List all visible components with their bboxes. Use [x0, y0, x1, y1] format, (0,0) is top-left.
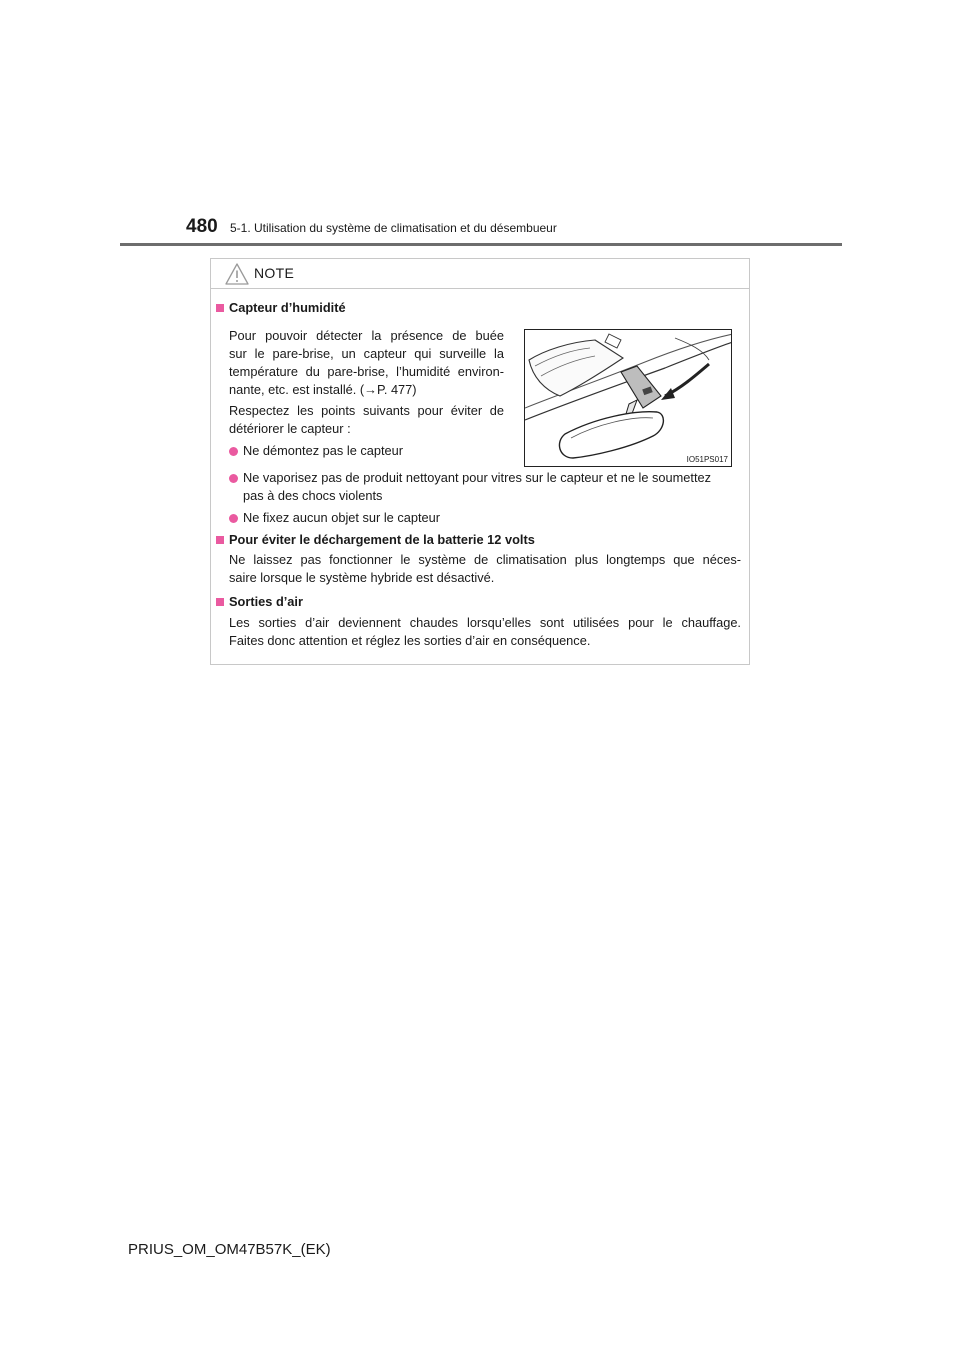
figure-code: IO51PS017	[686, 455, 728, 464]
bullet-item	[243, 469, 711, 505]
sensor-illustration	[524, 329, 732, 467]
battery-heading: Pour éviter le déchargement de la batterie 12 volts	[229, 532, 535, 547]
note-header	[211, 259, 749, 289]
text-line: Faites donc attention et réglez les sorties d’air en conséquence.	[229, 633, 591, 648]
dot-marker-icon	[229, 514, 238, 523]
text-line: sur le pare-brise, un capteur qui surveille la	[229, 346, 504, 361]
square-marker-icon	[216, 304, 224, 312]
bullet-item: Ne fixez aucun objet sur le capteur	[243, 510, 441, 525]
document-code: PRIUS_OM_OM47B57K_(EK)	[128, 1241, 331, 1258]
text-line: saire lorsque le système hybride est désactivé.	[229, 570, 495, 585]
dot-marker-icon	[229, 474, 238, 483]
dot-marker-icon	[229, 447, 238, 456]
vents-text	[229, 614, 741, 650]
text-line: pas à des chocs violents	[243, 488, 383, 503]
square-marker-icon	[216, 536, 224, 544]
humidity-heading: Capteur d’humidité	[229, 300, 346, 315]
text-line: nante, etc. est installé. (→P. 477)	[229, 382, 417, 397]
text-line: Respectez les points suivants pour éviter de	[229, 403, 504, 418]
note-label: NOTE	[254, 265, 295, 281]
rearview-mirror-sensor-drawing	[525, 330, 732, 467]
text-line: Ne vaporisez pas de produit nettoyant pour vitres sur le capteur et ne le soumettez	[243, 470, 712, 485]
vents-heading: Sorties d’air	[229, 594, 303, 609]
humidity-paragraph-2	[229, 402, 504, 438]
bullet-item: Ne démontez pas le capteur	[243, 443, 404, 458]
battery-text	[229, 551, 741, 587]
section-title: 5-1. Utilisation du système de climatisation et du désembueur	[230, 221, 557, 235]
text-line: détériorer le capteur :	[229, 421, 351, 436]
text-line: Ne laissez pas fonctionner le système de climatisation plus longtemps que néces-	[229, 552, 741, 567]
text-line: Les sorties d’air deviennent chaudes lorsqu’elles sont utilisées pour le chauffage.	[229, 615, 741, 630]
page-number: 480	[186, 216, 218, 237]
square-marker-icon	[216, 598, 224, 606]
header-rule	[120, 243, 842, 246]
text-line: Pour pouvoir détecter la présence de buée	[229, 328, 504, 343]
humidity-paragraph-1	[229, 327, 504, 399]
text-line: température du pare-brise, l’humidité environ-	[229, 364, 504, 379]
warning-triangle-icon	[224, 262, 250, 286]
